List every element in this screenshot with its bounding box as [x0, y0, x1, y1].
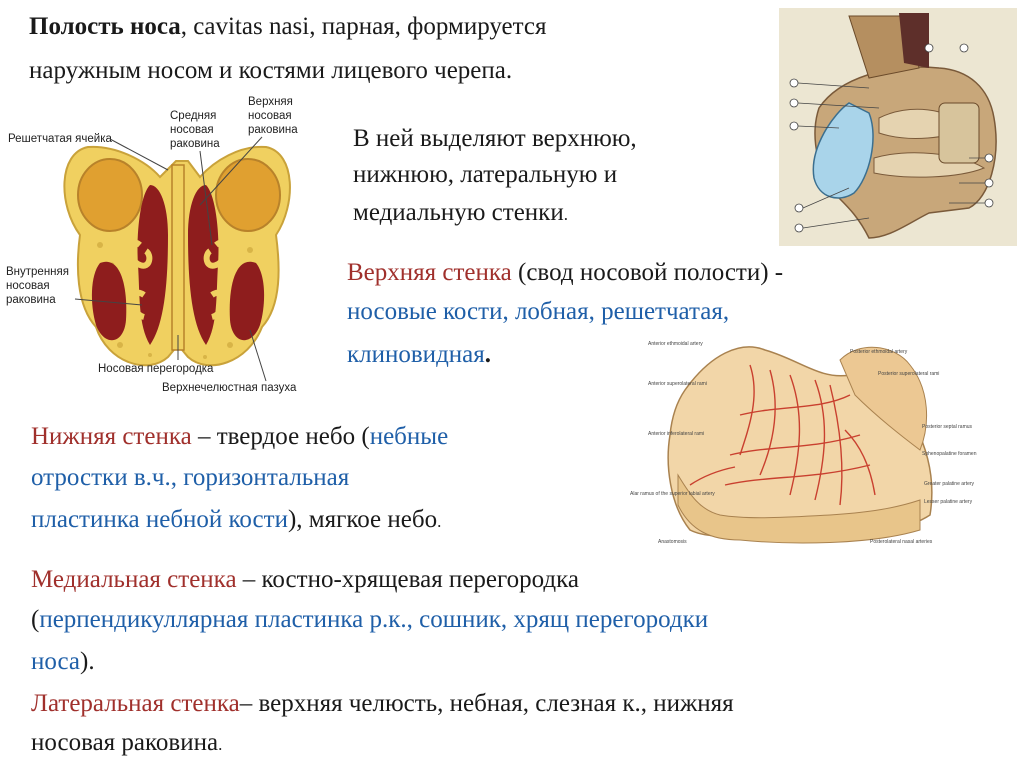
- lower-wall-line-3: [31, 503, 441, 538]
- upper-wall-line-3: [347, 338, 491, 371]
- medial-wall-open: (: [31, 606, 40, 633]
- upper-wall-rest: (свод носовой полости) -: [511, 259, 784, 286]
- label-inner-concha-2: носовая: [6, 280, 50, 292]
- lower-wall-line3-text: пластинка небной кости: [31, 506, 288, 533]
- label-upper-concha-2: носовая: [248, 110, 292, 122]
- walls-intro-line3-text: медиальную стенки: [353, 199, 564, 226]
- medial-wall-rest: – костно-хрящевая перегородка: [236, 566, 580, 593]
- label-inner-concha-1: Внутренняя: [6, 266, 69, 278]
- label-l1: Anterior ethmoidal artery: [648, 341, 703, 347]
- medial-wall-close: ).: [80, 648, 95, 675]
- label-inner-concha-3: раковина: [6, 294, 56, 306]
- label-l5: Anastomosis: [658, 539, 687, 545]
- upper-wall-line3-text: клиновидная: [347, 341, 485, 368]
- label-r1: Posterior ethmoidal artery: [850, 349, 908, 355]
- label-r4: Sphenopalatine foramen: [922, 451, 977, 457]
- label-r3: Posterior septal ramus: [922, 424, 973, 430]
- label-ethmoid-cell: Решетчатая ячейка: [8, 133, 112, 145]
- sagittal-skull-figure: [779, 8, 1017, 246]
- lower-wall-dash: – твердое небо (: [191, 423, 370, 450]
- label-l2: Anterior superolateral rami: [648, 381, 707, 387]
- walls-intro-line-1: В ней выделяют верхнюю,: [353, 125, 637, 152]
- upper-wall-title: Верхняя стенка: [347, 259, 512, 286]
- label-r2: Posterior superolateral rami: [878, 371, 940, 377]
- lateral-wall-rest: – верхняя челюсть, небная, слезная к., нижняя: [239, 690, 734, 717]
- nasal-arteries-figure: [630, 335, 977, 550]
- label-r5: Greater palatine artery: [924, 481, 975, 487]
- label-septum: Носовая перегородка: [98, 363, 214, 375]
- lower-wall-line-1: [31, 420, 448, 453]
- upper-wall-end: .: [484, 341, 492, 368]
- lateral-wall-end: .: [218, 735, 223, 754]
- intro-line-2: наружным носом и костями лицевого черепа.: [29, 57, 513, 84]
- lateral-wall-title: Латеральная стенка: [31, 690, 240, 717]
- intro-term: Полость носа: [29, 13, 181, 40]
- medial-wall-title: Медиальная стенка: [31, 566, 237, 593]
- medial-wall-line-3: [31, 645, 95, 678]
- medial-wall-line-1: [31, 563, 579, 596]
- intro-line-1: [29, 10, 546, 43]
- lower-wall-blue1: небные: [369, 423, 449, 450]
- label-middle-concha-1: Средняя: [170, 110, 217, 122]
- lower-wall-title: Нижняя стенка: [31, 423, 192, 450]
- lateral-wall-line-1: [31, 687, 734, 720]
- upper-wall-line-2: носовые кости, лобная, решетчатая,: [347, 298, 730, 325]
- coronal-section-figure: [0, 95, 330, 395]
- label-middle-concha-3: раковина: [170, 138, 220, 150]
- lower-wall-end: .: [437, 512, 442, 531]
- walls-intro-end: .: [563, 205, 568, 224]
- walls-intro-line-2: нижнюю, латеральную и: [353, 161, 618, 188]
- lower-wall-tail: ), мягкое небо: [287, 506, 438, 533]
- label-l3: Anterior inferolateral rami: [648, 431, 705, 437]
- lateral-wall-line2-text: носовая раковина: [31, 729, 219, 756]
- upper-wall-line-1: [347, 256, 783, 289]
- intro-line1-rest: , cavitas nasi, парная, формируется: [180, 13, 547, 40]
- label-upper-concha-3: раковина: [248, 124, 298, 136]
- medial-wall-line-2: [31, 603, 708, 636]
- label-upper-concha-1: Верхняя: [248, 96, 293, 108]
- label-l4: Alar ramus of the superior labial artery: [630, 491, 715, 497]
- lower-wall-line-2: отростки в.ч., горизонтальная: [31, 464, 350, 491]
- label-r7: Posterolateral nasal arteries: [870, 539, 933, 545]
- label-r6: Lesser palatine artery: [924, 499, 973, 505]
- label-maxillary-sinus: Верхнечелюстная пазуха: [162, 382, 297, 394]
- lateral-wall-line-2: [31, 726, 222, 761]
- medial-wall-line3-blue: носа: [31, 648, 80, 675]
- walls-intro-line-3: [353, 196, 568, 231]
- label-middle-concha-2: носовая: [170, 124, 214, 136]
- medial-wall-blue: перпендикуллярная пластинка р.к., сошник, хрящ перегородки: [39, 606, 709, 633]
